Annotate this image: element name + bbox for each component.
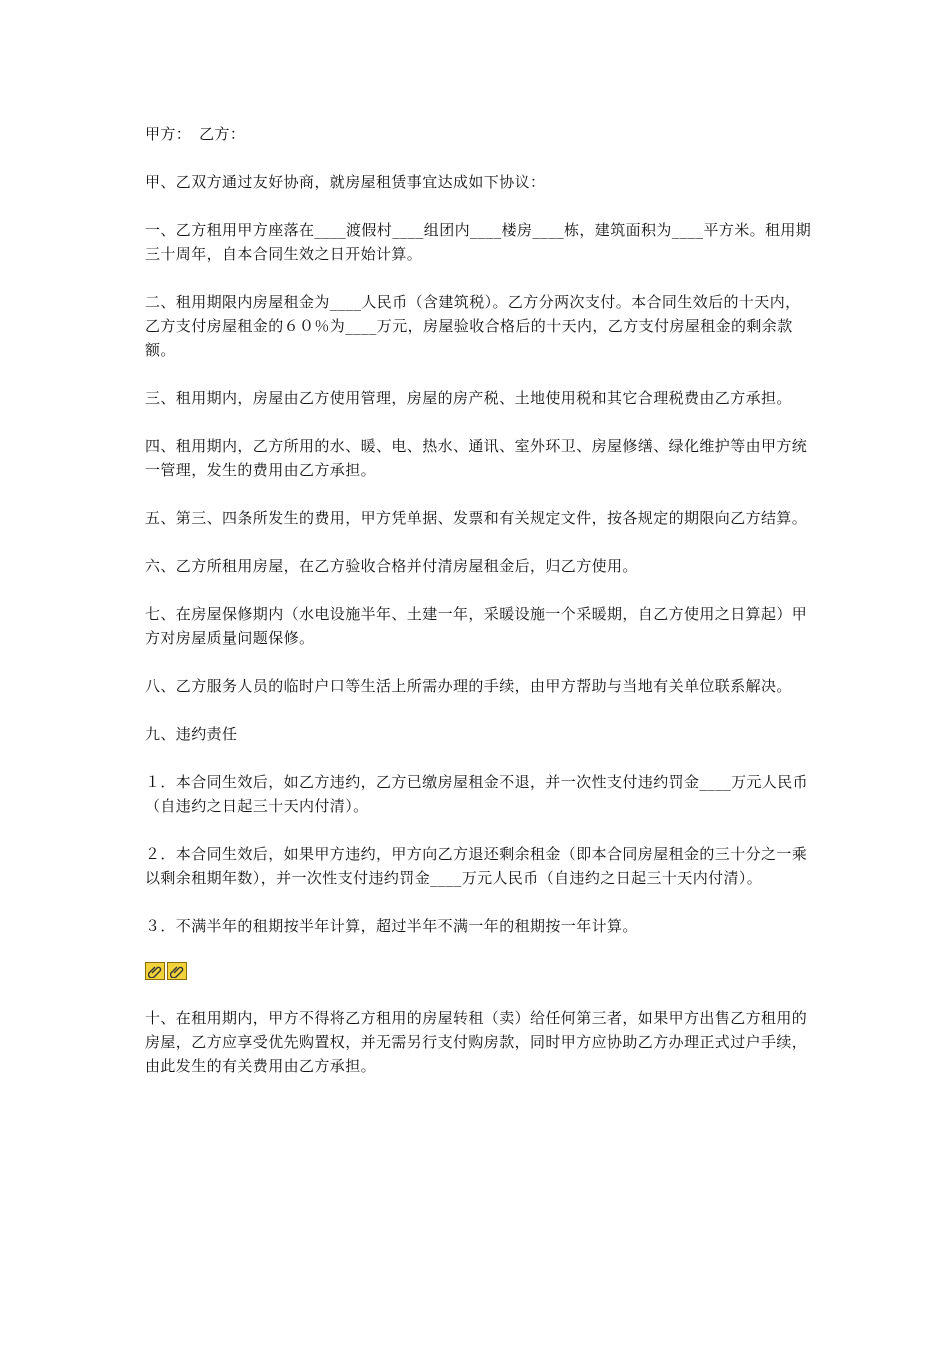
clause-9-item-3: ３．不满半年的租期按半年计算，超过半年不满一年的租期按一年计算。	[145, 917, 638, 935]
attachment-clip-icon[interactable]	[167, 962, 187, 980]
clause-6: 六、乙方所租用房屋，在乙方验收合格并付清房屋租金后，归乙方使用。	[145, 557, 638, 575]
clause-8: 八、乙方服务人员的临时户口等生活上所需办理的手续，由甲方帮助与当地有关单位联系解决。	[145, 677, 792, 695]
clause-9-item-2: ２．本合同生效后，如果甲方违约，甲方向乙方退还剩余租金（即本合同房屋租金的三十分之一乘以剩余租期年数），并一次性支付违约罚金____万元人民币（自违约之日起三十天内付清）。	[145, 845, 808, 887]
clause-5: 五、第三、四条所发生的费用，甲方凭单据、发票和有关规定文件，按各规定的期限向乙方结算。	[145, 509, 808, 527]
intro-paragraph: 甲、乙双方通过友好协商，就房屋租赁事宜达成如下协议：	[145, 173, 546, 191]
attachment-clip-icon[interactable]	[145, 962, 165, 980]
clause-9-heading: 九、违约责任	[145, 725, 238, 743]
document-page	[145, 122, 813, 1102]
clause-9-item-1: １．本合同生效后，如乙方违约，乙方已缴房屋租金不退，并一次性支付违约罚金____万元人民币（自违约之日起三十天内付清）。	[145, 773, 809, 815]
clause-4: 四、租用期内，乙方所用的水、暖、电、热水、通讯、室外环卫、房屋修缮、绿化维护等由甲方统一管理，发生的费用由乙方承担。	[145, 437, 808, 479]
clause-7: 七、在房屋保修期内（水电设施半年、土建一年，采暖设施一个采暖期，自乙方使用之日算起）甲方对房屋质量问题保修。	[145, 605, 808, 647]
clause-3: 三、租用期内，房屋由乙方使用管理，房屋的房产税、土地使用税和其它合理税费由乙方承担。	[145, 389, 792, 407]
clause-2: 二、租用期限内房屋租金为____人民币（含建筑税）。乙方分两次支付。本合同生效后的十天内，乙方支付房屋租金的６０％为____万元，房屋验收合格后的十天内，乙方支付房屋租金的剩余款额。	[145, 293, 801, 359]
attachment-icons	[145, 962, 813, 982]
clause-1: 一、乙方租用甲方座落在____渡假村____组团内____楼房____栋，建筑面积为____平方米。租用期三十周年，自本合同生效之日开始计算。	[145, 221, 812, 263]
clause-10: 十、在租用期内，甲方不得将乙方租用的房屋转租（卖）给任何第三者，如果甲方出售乙方租用的房屋，乙方应享受优先购置权，并无需另行支付购房款，同时甲方应协助乙方办理正式过户手续，由此发生的有关费用由乙方承担。	[145, 1009, 808, 1075]
party-line: 甲方： 乙方：	[145, 125, 246, 143]
